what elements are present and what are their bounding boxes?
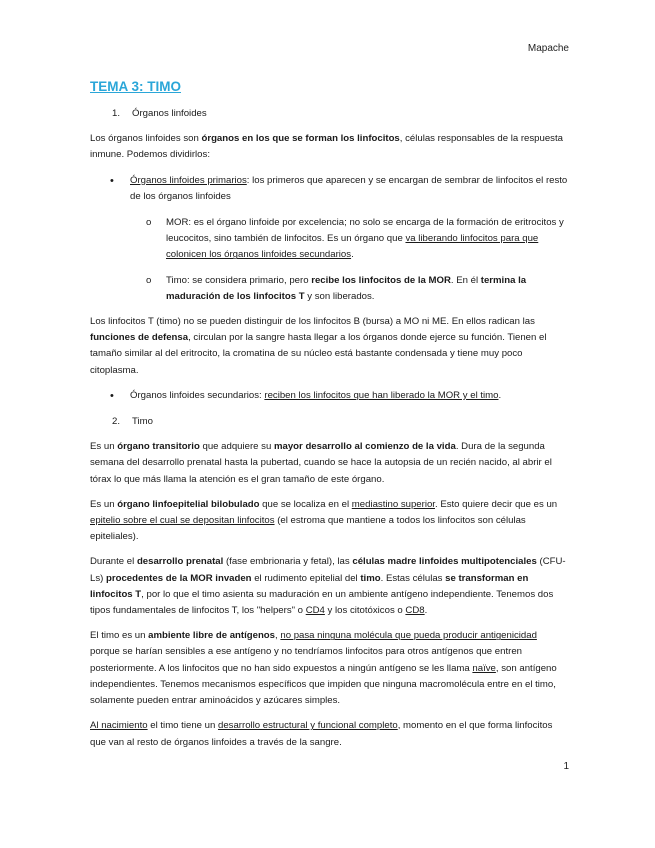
sub-bullet-icon: o xyxy=(146,274,152,286)
paragraph-ambiente-libre: El timo es un ambiente libre de antígenos, no pasa ninguna molécula que pueda producir antigenicidad porque se harían sensibles a ese antígeno y no tendríamos linfocitos para otros antígenos que entren posteriormente. A los linfocitos que no han sido expuestos a ningún antígeno se les llama naïve, son antígeno independientes. Tenemos mecanismos específicos que impiden que ninguna macromolécula entre en el timo, solamente pueden entrar aminoácidos y azúcares simples. xyxy=(90,630,557,707)
section-number: 2. xyxy=(112,416,121,428)
section-heading-1 xyxy=(90,106,568,122)
paragraph-linfoepitelial: Es un órgano linfoepitelial bilobulado que se localiza en el mediastino superior. Esto quiere decir que es un epitelio sobre el cual se depositan linfocitos (el estroma que mantiene a todos los linfocitos son células epiteliales). xyxy=(90,498,558,543)
bullet-primary-organs: • Órganos linfoides primarios: los primeros que aparecen y se encargan de sembrar de linfocitos el resto de los órganos linfoides xyxy=(110,173,568,205)
bullet-icon: • xyxy=(110,174,114,187)
section-label: Órganos linfoides xyxy=(132,108,207,119)
section-label: Timo xyxy=(132,416,153,428)
section-heading-2 xyxy=(90,414,568,430)
sub-item-timo: o Timo: se considera primario, pero recibe los linfocitos de la MOR. En él termina la maduración de los linfocitos T y son liberados. xyxy=(146,273,568,305)
bullet-secondary-organs: • Órganos linfoides secundarios: reciben los linfocitos que han liberado la MOR y el timo. xyxy=(110,388,568,404)
paragraph-linfocitos-t: Los linfocitos T (timo) no se pueden distinguir de los linfocitos B (bursa) a MO ni ME. En ellos radican las funciones de defensa, circulan por la sangre hasta llegar a los órganos donde ejerce su función. Tienen el tamaño similar al del eritrocito, la cromatina de su núcleo está bastante condensada y tiene muy poco citoplasma. xyxy=(90,316,547,376)
page-title: TEMA 3: TIMO xyxy=(90,79,181,94)
paragraph-organo-transitorio: Es un órgano transitorio que adquiere su mayor desarrollo al comienzo de la vida. Dura de la segunda semana del desarrollo prenatal hasta la pubertad, cuando se hace la autopsia de un recién nacido, al abrir el tórax lo que más llama la atención es el gran tamaño de este órgano. xyxy=(90,441,552,485)
paragraph-desarrollo-prenatal: Durante el desarrollo prenatal (fase embrionaria y fetal), las células madre linfoides multipotenciales (CFU-Ls) procedentes de la MOR invaden el rudimento epitelial del timo. Estas células se transforman en linfocitos T, por lo que el timo asienta su maduración en un ambiente antígeno independiente. Tenemos dos tipos fundamentales de linfocitos T, los "helpers" o CD4 y los citotóxicos o CD8. xyxy=(90,556,566,617)
header-author: Mapache xyxy=(527,43,569,54)
paragraph-nacimiento: Al nacimiento el timo tiene un desarrollo estructural y funcional completo, momento en el que forma linfocitos que van al resto de órganos linfoides a través de la sangre. xyxy=(90,720,553,748)
sub-bullet-icon: o xyxy=(146,217,152,229)
intro-paragraph: Los órganos linfoides son órganos en los que se forman los linfocitos, células responsables de la respuesta inmune. Podemos dividirlos: xyxy=(90,133,563,161)
bullet-icon: • xyxy=(110,389,114,402)
section-number: 1. xyxy=(112,108,121,119)
document-body xyxy=(90,78,568,760)
sub-item-mor: o MOR: es el órgano linfoide por excelencia; no solo se encarga de la formación de eritrocitos y leucocitos, sino también de linfocitos. Es un órgano que va liberando linfocitos para que colonicen los órganos linfoides secundarios. xyxy=(146,215,568,264)
page-number: 1 xyxy=(563,760,569,772)
